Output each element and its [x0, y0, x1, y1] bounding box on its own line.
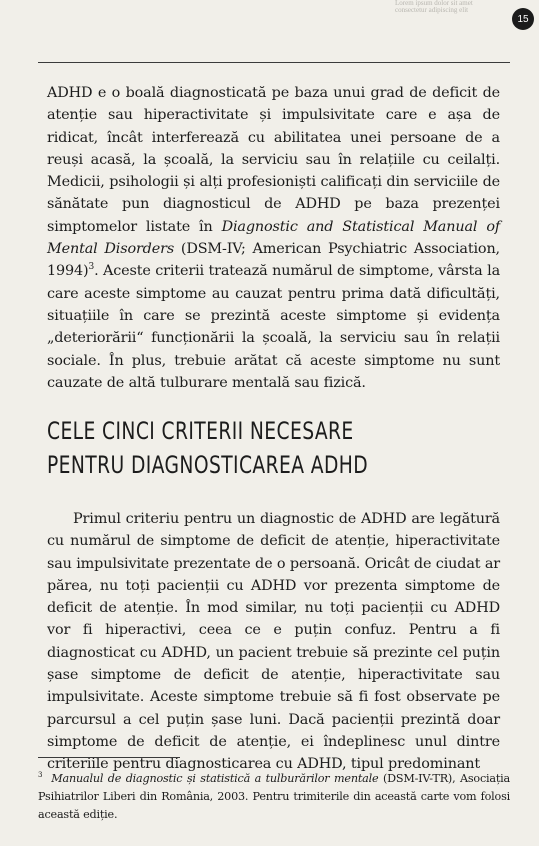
paragraph-1-text-b: (DSM-IV; American Psychiatric Association, 1994)	[47, 241, 500, 280]
section-heading-line-2: PENTRU DIAGNOSTICAREA ADHD	[47, 451, 369, 479]
paragraph-1-text-c: . Aceste criterii tratează numărul de simptome, vârsta la care aceste simptome au cauzat pentru prima dată dificultăți, situațiile în care se prezintă aceste simptome și evidența „deteriorării“ funcționării la școală, la serviciu sau în relații sociale. În plus, trebuie arătat că aceste simptome nu sunt cauzate de altă tulburare mentală sau fizică.	[47, 263, 500, 391]
section-heading	[47, 414, 414, 482]
paragraph-1-book-title: Diagnostic and Statistical Manual of Mental Disorders	[47, 218, 501, 258]
header-rule	[38, 62, 510, 63]
body-paragraph-2	[47, 508, 500, 776]
footnote	[38, 766, 510, 825]
page-number-badge: 15	[512, 8, 534, 30]
paragraph-2-text: Primul criteriu pentru un diagnostic de ADHD are legătură cu numărul de simptome de deficit de atenție, hiperactivitate sau impulsivitate prezentate de o persoană. Oricât de ciudat ar părea, nu toți pacienții cu ADHD vor prezenta simptome de deficit de atenție. În mod similar, nu toți pacienții cu ADHD vor fi hiperactivi, ceea ce e puțin confuz. Pentru a fi diagnosticat cu ADHD, un pacient trebuie să prezinte cel puțin șase simptome de deficit de atenție, hiperactivitate sau impulsivitate. Aceste simptome trebuie să fi fost observate pe parcursul a cel puțin șase luni. Dacă pacienții prezintă doar simptome de deficit de atenție, ei îndeplinesc unul dintre criteriile pentru diagnosticarea cu ADHD, tipul predominant	[47, 511, 500, 773]
previous-page-bleed-text: Lorem ipsum dolor sit amet consectetur adipiscing elit	[395, 0, 473, 14]
section-heading-line-1: CELE CINCI CRITERII NECESARE	[47, 417, 354, 445]
footnote-rule	[38, 757, 180, 758]
body-paragraph-1	[47, 82, 500, 394]
footnote-text: (DSM-IV-TR), Asociația Psihiatrilor Liberi din România, 2003. Pentru trimiterile din această carte vom folosi această ediție.	[38, 772, 511, 822]
footnote-book-title: Manualul de diagnostic și statistică a tulburărilor mentale	[51, 772, 379, 785]
footnote-reference[interactable]: 3	[88, 262, 95, 273]
paragraph-1-text-a: ADHD e o boală diagnosticată pe baza unui grad de deficit de atenție sau hiperactivitate și impulsivitate care e așa de ridicat, încât interferează cu abilitatea unei persoane de a reuși acasă, la școală, la serviciu sau în relațiile cu ceilalți. Medicii, psihologii și alți profesioniști calificați din serviciile de sănătate pun diagnosticul de ADHD pe baza prezenței simptomelor listate în	[47, 85, 500, 235]
footnote-marker: 3	[38, 771, 43, 779]
